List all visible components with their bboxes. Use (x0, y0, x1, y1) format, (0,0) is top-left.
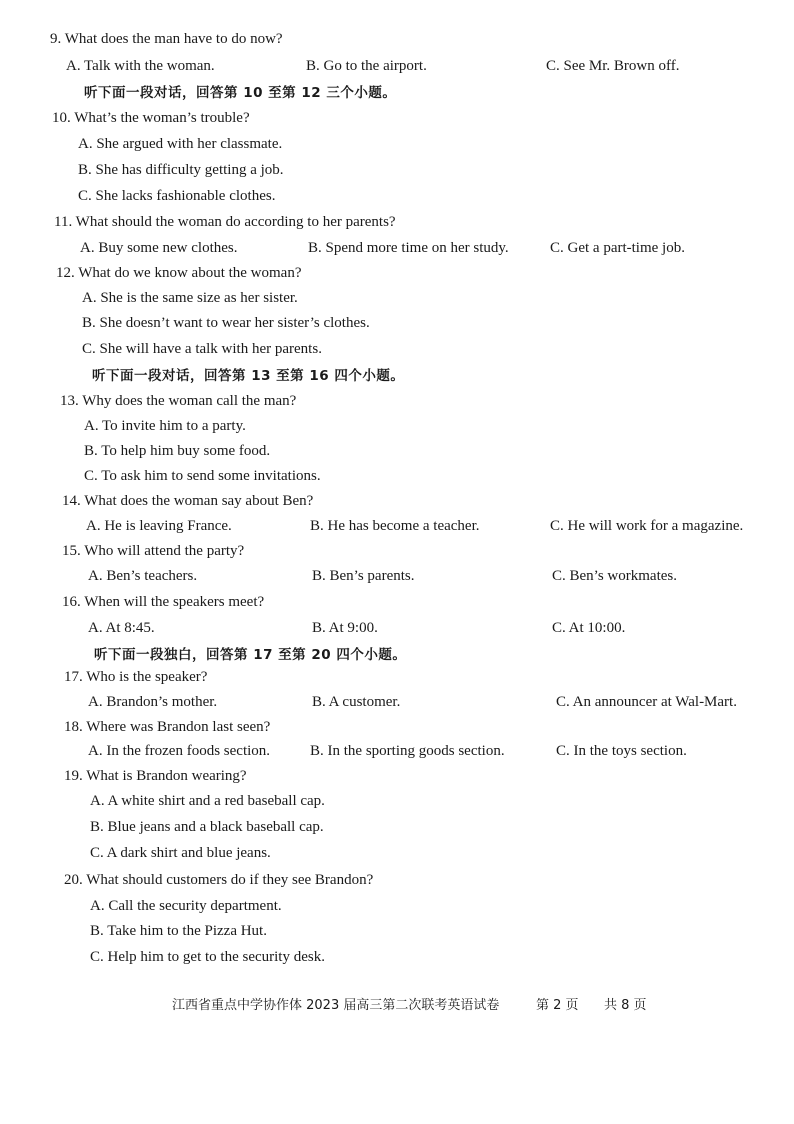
question-13-option-c: C. To ask him to send some invitations. (84, 468, 321, 484)
question-19-option-c: C. A dark shirt and blue jeans. (90, 845, 271, 861)
section-instruction-1: 听下面一段对话，回答第 10 至第 12 三个小题。 (84, 85, 397, 101)
section-instruction-3: 听下面一段独白，回答第 17 至第 20 四个小题。 (94, 647, 407, 663)
question-14-option-b: B. He has become a teacher. (310, 518, 480, 534)
question-11-stem: 11. What should the woman do according to her parents? (54, 214, 396, 230)
question-18-option-a: A. In the frozen foods section. (88, 743, 271, 759)
section-instruction-2: 听下面一段对话，回答第 13 至第 16 四个小题。 (92, 368, 405, 384)
question-10-option-a: A. She argued with her classmate. (78, 136, 283, 152)
question-9-option-a: A. Talk with the woman. (66, 58, 215, 74)
question-20-stem: 20. What should customers do if they see Brandon? (64, 872, 374, 888)
question-16-option-b: B. At 9:00. (312, 620, 378, 636)
question-12-option-a: A. She is the same size as her sister. (82, 290, 298, 306)
question-20-option-b: B. Take him to the Pizza Hut. (90, 923, 267, 939)
question-18-option-c: C. In the toys section. (556, 743, 687, 759)
question-17-option-b: B. A customer. (312, 694, 401, 710)
question-19-stem: 19. What is Brandon wearing? (64, 768, 247, 784)
question-11-option-a: A. Buy some new clothes. (80, 240, 238, 256)
question-12-option-b: B. She doesn’t want to wear her sister’s clothes. (82, 315, 370, 331)
question-11-option-c: C. Get a part-time job. (550, 240, 685, 256)
footer-page-number: 第 2 页 (536, 998, 579, 1013)
question-10-option-b: B. She has difficulty getting a job. (78, 162, 284, 178)
question-14-option-c: C. He will work for a magazine. (550, 518, 744, 534)
question-17-option-a: A. Brandon’s mother. (88, 694, 218, 710)
question-9-option-b: B. Go to the airport. (306, 58, 427, 74)
question-19-option-a: A. A white shirt and a red baseball cap. (90, 793, 325, 809)
question-19-option-b: B. Blue jeans and a black baseball cap. (90, 819, 324, 835)
question-16-option-c: C. At 10:00. (552, 620, 626, 636)
question-20-option-c: C. Help him to get to the security desk. (90, 949, 325, 965)
question-15-option-b: B. Ben’s parents. (312, 568, 415, 584)
question-16-option-a: A. At 8:45. (88, 620, 155, 636)
question-12-option-c: C. She will have a talk with her parents. (82, 341, 322, 357)
question-15-option-c: C. Ben’s workmates. (552, 568, 677, 584)
question-9-stem: 9. What does the man have to do now? (50, 31, 283, 47)
question-10-stem: 10. What’s the woman’s trouble? (52, 110, 250, 126)
question-14-option-a: A. He is leaving France. (86, 518, 232, 534)
footer-total-pages: 共 8 页 (604, 998, 647, 1013)
footer-exam-title: 江西省重点中学协作体 2023 届高三第二次联考英语试卷 (172, 998, 500, 1013)
question-13-stem: 13. Why does the woman call the man? (60, 393, 297, 409)
question-18-option-b: B. In the sporting goods section. (310, 743, 505, 759)
question-9-option-c: C. See Mr. Brown off. (546, 58, 680, 74)
question-17-option-c: C. An announcer at Wal-Mart. (556, 694, 737, 710)
question-20-option-a: A. Call the security department. (90, 898, 282, 914)
question-10-option-c: C. She lacks fashionable clothes. (78, 188, 276, 204)
question-15-stem: 15. Who will attend the party? (62, 543, 245, 559)
question-11-option-b: B. Spend more time on her study. (308, 240, 509, 256)
question-13-option-a: A. To invite him to a party. (84, 418, 246, 434)
question-18-stem: 18. Where was Brandon last seen? (64, 719, 271, 735)
question-17-stem: 17. Who is the speaker? (64, 669, 208, 685)
question-15-option-a: A. Ben’s teachers. (88, 568, 198, 584)
question-13-option-b: B. To help him buy some food. (84, 443, 271, 459)
question-16-stem: 16. When will the speakers meet? (62, 594, 265, 610)
question-12-stem: 12. What do we know about the woman? (56, 265, 302, 281)
question-14-stem: 14. What does the woman say about Ben? (62, 493, 314, 509)
